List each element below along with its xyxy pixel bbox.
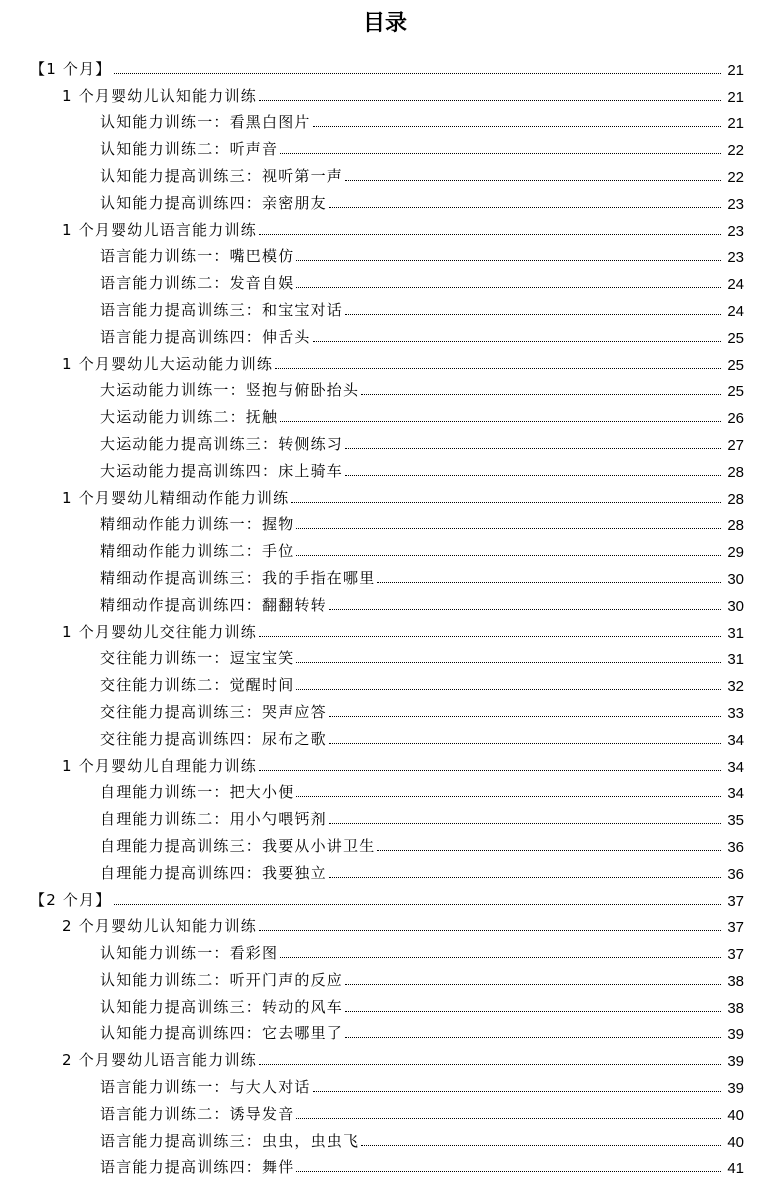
- toc-page-number: 28: [727, 463, 744, 481]
- toc-entry-text: 语言能力训练二：诱导发音: [100, 1104, 295, 1123]
- toc-item-entry[interactable]: [0, 429, 770, 456]
- toc-page-number: 34: [727, 785, 744, 803]
- toc-entry-text: 语言能力提高训练四：舞伴: [100, 1158, 295, 1177]
- toc-item-entry[interactable]: [0, 778, 770, 805]
- toc-section-entry[interactable]: [0, 617, 770, 644]
- toc-entry-text: 认知能力提高训练四：它去哪里了: [100, 1024, 344, 1043]
- toc-item-entry[interactable]: [0, 134, 770, 161]
- toc-page-number: 40: [727, 1106, 744, 1124]
- toc-entry-text: 认知能力提高训练三：转动的风车: [100, 997, 344, 1016]
- toc-page-number: 25: [727, 356, 744, 374]
- toc-entry-text: 语言能力提高训练三：虫虫，虫虫飞: [100, 1131, 360, 1150]
- toc-entry-text: 认知能力训练二：听声音: [100, 140, 279, 159]
- toc-page-number: 32: [727, 678, 744, 696]
- toc-item-entry[interactable]: [0, 1072, 770, 1099]
- toc-entry-text: 2 个月婴幼儿认知能力训练: [62, 917, 257, 936]
- toc-page-number: 37: [727, 919, 744, 937]
- toc-item-entry[interactable]: [0, 242, 770, 269]
- dot-leader: [313, 126, 721, 127]
- toc-item-entry[interactable]: [0, 268, 770, 295]
- toc-entry-text: 语言能力提高训练四：伸舌头: [100, 327, 311, 346]
- toc-page-number: 34: [727, 731, 744, 749]
- dot-leader: [280, 957, 721, 958]
- toc-item-entry[interactable]: [0, 670, 770, 697]
- dot-leader: [259, 770, 721, 771]
- table-of-contents: [0, 54, 770, 1179]
- toc-page-number: 28: [727, 517, 744, 535]
- toc-item-entry[interactable]: [0, 1019, 770, 1046]
- toc-entry-text: 语言能力提高训练三：和宝宝对话: [100, 300, 344, 319]
- toc-item-entry[interactable]: [0, 188, 770, 215]
- dot-leader: [345, 475, 721, 476]
- page-title: 目录: [362, 11, 407, 36]
- toc-entry-text: 大运动能力训练一：竖抱与俯卧抬头: [100, 381, 360, 400]
- toc-page-number: 39: [727, 1053, 744, 1071]
- toc-item-entry[interactable]: [0, 536, 770, 563]
- toc-page-number: 21: [727, 115, 744, 133]
- toc-entry-text: 自理能力训练一：把大小便: [100, 783, 295, 802]
- toc-page-number: 22: [727, 142, 744, 160]
- toc-item-entry[interactable]: [0, 161, 770, 188]
- dot-leader: [361, 394, 721, 395]
- toc-item-entry[interactable]: [0, 1153, 770, 1180]
- toc-item-entry[interactable]: [0, 804, 770, 831]
- dot-leader: [296, 1118, 721, 1119]
- toc-page-number: 30: [727, 570, 744, 588]
- toc-entry-text: 认知能力训练一：看黑白图片: [100, 113, 311, 132]
- dot-leader: [296, 796, 721, 797]
- toc-entry-text: 精细动作能力训练二：手位: [100, 542, 295, 561]
- toc-page-number: 25: [727, 329, 744, 347]
- toc-section-entry[interactable]: [0, 1045, 770, 1072]
- toc-item-entry[interactable]: [0, 322, 770, 349]
- toc-entry-text: 认知能力训练一：看彩图: [100, 944, 279, 963]
- toc-section-entry[interactable]: [0, 215, 770, 242]
- toc-item-entry[interactable]: [0, 724, 770, 751]
- toc-page-number: 38: [727, 999, 744, 1017]
- toc-section-entry[interactable]: [0, 912, 770, 939]
- dot-leader: [296, 260, 721, 261]
- toc-page-number: 36: [727, 838, 744, 856]
- toc-page-number: 37: [727, 946, 744, 964]
- dot-leader: [329, 207, 721, 208]
- dot-leader: [114, 904, 721, 905]
- dot-leader: [329, 823, 721, 824]
- toc-item-entry[interactable]: [0, 295, 770, 322]
- toc-page-number: 26: [727, 410, 744, 428]
- toc-page-number: 39: [727, 1026, 744, 1044]
- toc-page-number: 24: [727, 302, 744, 320]
- toc-page-number: 29: [727, 544, 744, 562]
- toc-item-entry[interactable]: [0, 1099, 770, 1126]
- toc-item-entry[interactable]: [0, 697, 770, 724]
- dot-leader: [296, 528, 721, 529]
- toc-item-entry[interactable]: [0, 858, 770, 885]
- toc-page-number: 35: [727, 812, 744, 830]
- toc-section-entry[interactable]: [0, 751, 770, 778]
- toc-entry-text: 大运动能力提高训练三：转侧练习: [100, 434, 344, 453]
- dot-leader: [345, 1011, 721, 1012]
- toc-entry-text: 自理能力提高训练四：我要独立: [100, 863, 327, 882]
- dot-leader: [296, 1171, 721, 1172]
- toc-page-number: 31: [727, 624, 744, 642]
- toc-entry-text: 语言能力训练二：发音自娱: [100, 274, 295, 293]
- toc-entry-text: 交往能力提高训练三：哭声应答: [100, 702, 327, 721]
- toc-entry-text: 1 个月婴幼儿语言能力训练: [62, 220, 257, 239]
- toc-page-number: 41: [727, 1160, 744, 1178]
- toc-section-entry[interactable]: [0, 81, 770, 108]
- toc-item-entry[interactable]: [0, 1126, 770, 1153]
- toc-entry-text: 1 个月婴幼儿大运动能力训练: [62, 354, 274, 373]
- toc-item-entry[interactable]: [0, 590, 770, 617]
- toc-page-number: 38: [727, 972, 744, 990]
- toc-month-heading[interactable]: [0, 54, 770, 81]
- toc-entry-text: 2 个月婴幼儿语言能力训练: [62, 1051, 257, 1070]
- toc-entry-text: 语言能力训练一：与大人对话: [100, 1078, 311, 1097]
- toc-entry-text: 1 个月婴幼儿精细动作能力训练: [62, 488, 290, 507]
- dot-leader: [377, 850, 721, 851]
- toc-entry-text: 自理能力训练二：用小勺喂钙剂: [100, 810, 327, 829]
- dot-leader: [329, 609, 721, 610]
- toc-item-entry[interactable]: [0, 402, 770, 429]
- dot-leader: [259, 234, 721, 235]
- toc-page-number: 34: [727, 758, 744, 776]
- dot-leader: [345, 314, 721, 315]
- toc-item-entry[interactable]: [0, 376, 770, 403]
- dot-leader: [329, 743, 721, 744]
- dot-leader: [296, 555, 721, 556]
- toc-entry-text: 大运动能力训练二：抚触: [100, 408, 279, 427]
- toc-item-entry[interactable]: [0, 108, 770, 135]
- toc-item-entry[interactable]: [0, 456, 770, 483]
- toc-item-entry[interactable]: [0, 938, 770, 965]
- dot-leader: [329, 877, 721, 878]
- dot-leader: [259, 100, 721, 101]
- toc-page-number: 27: [727, 436, 744, 454]
- toc-entry-text: 精细动作提高训练三：我的手指在哪里: [100, 568, 376, 587]
- toc-item-entry[interactable]: [0, 563, 770, 590]
- toc-item-entry[interactable]: [0, 965, 770, 992]
- toc-page-number: 33: [727, 704, 744, 722]
- toc-page-number: 37: [727, 892, 744, 910]
- toc-item-entry[interactable]: [0, 992, 770, 1019]
- toc-page-number: 30: [727, 597, 744, 615]
- dot-leader: [296, 287, 721, 288]
- toc-page-number: 22: [727, 168, 744, 186]
- toc-entry-text: 认知能力提高训练四：亲密朋友: [100, 193, 327, 212]
- toc-month-heading[interactable]: [0, 885, 770, 912]
- dot-leader: [345, 984, 721, 985]
- toc-entry-text: 【1 个月】: [30, 59, 112, 78]
- toc-page-number: 21: [727, 88, 744, 106]
- toc-page-number: 23: [727, 249, 744, 267]
- toc-entry-text: 交往能力提高训练四：尿布之歌: [100, 729, 327, 748]
- toc-page-number: 24: [727, 276, 744, 294]
- toc-page-number: 23: [727, 222, 744, 240]
- toc-item-entry[interactable]: [0, 831, 770, 858]
- dot-leader: [313, 341, 721, 342]
- dot-leader: [313, 1091, 721, 1092]
- toc-page-number: 40: [727, 1133, 744, 1151]
- dot-leader: [259, 930, 721, 931]
- toc-entry-text: 1 个月婴幼儿认知能力训练: [62, 86, 257, 105]
- dot-leader: [275, 368, 721, 369]
- toc-entry-text: 1 个月婴幼儿交往能力训练: [62, 622, 257, 641]
- toc-page-number: 39: [727, 1080, 744, 1098]
- dot-leader: [291, 502, 721, 503]
- dot-leader: [329, 716, 721, 717]
- toc-entry-text: 自理能力提高训练三：我要从小讲卫生: [100, 836, 376, 855]
- dot-leader: [345, 180, 721, 181]
- toc-entry-text: 精细动作提高训练四：翻翻转转: [100, 595, 327, 614]
- toc-page-number: 25: [727, 383, 744, 401]
- toc-entry-text: 认知能力训练二：听开门声的反应: [100, 970, 344, 989]
- toc-page-number: 21: [727, 61, 744, 79]
- toc-entry-text: 【2 个月】: [30, 890, 112, 909]
- dot-leader: [114, 73, 721, 74]
- dot-leader: [345, 448, 721, 449]
- toc-entry-text: 精细动作能力训练一：握物: [100, 515, 295, 534]
- toc-section-entry[interactable]: [0, 483, 770, 510]
- dot-leader: [296, 662, 721, 663]
- toc-page-number: 23: [727, 195, 744, 213]
- dot-leader: [280, 153, 721, 154]
- dot-leader: [296, 689, 721, 690]
- dot-leader: [377, 582, 721, 583]
- toc-entry-text: 认知能力提高训练三：视听第一声: [100, 166, 344, 185]
- dot-leader: [361, 1145, 721, 1146]
- dot-leader: [259, 1064, 721, 1065]
- toc-page-number: 31: [727, 651, 744, 669]
- toc-page-number: 28: [727, 490, 744, 508]
- toc-entry-text: 1 个月婴幼儿自理能力训练: [62, 756, 257, 775]
- toc-entry-text: 大运动能力提高训练四：床上骑车: [100, 461, 344, 480]
- toc-entry-text: 交往能力训练一：逗宝宝笑: [100, 649, 295, 668]
- toc-entry-text: 语言能力训练一：嘴巴模仿: [100, 247, 295, 266]
- toc-entry-text: 交往能力训练二：觉醒时间: [100, 676, 295, 695]
- toc-item-entry[interactable]: [0, 510, 770, 537]
- toc-section-entry[interactable]: [0, 349, 770, 376]
- dot-leader: [280, 421, 721, 422]
- toc-item-entry[interactable]: [0, 644, 770, 671]
- dot-leader: [345, 1037, 721, 1038]
- dot-leader: [259, 636, 721, 637]
- toc-page-number: 36: [727, 865, 744, 883]
